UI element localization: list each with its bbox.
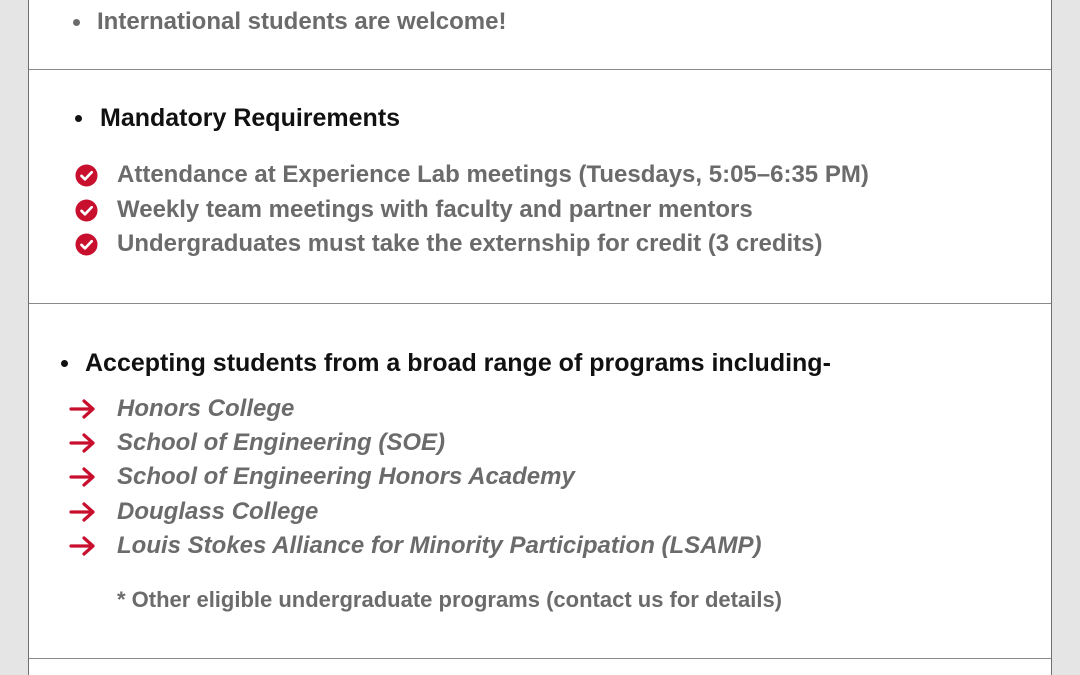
requirement-text: Undergraduates must take the externship for credit (3 credits) — [117, 230, 823, 257]
requirement-item — [75, 230, 823, 258]
other-programs-note: * Other eligible undergraduate programs (contact us for details) — [117, 587, 783, 612]
check-circle-icon — [75, 199, 98, 222]
check-circle-icon — [75, 233, 98, 256]
program-item — [69, 463, 575, 491]
bullet-dot — [61, 360, 68, 367]
bullet-dot — [73, 19, 80, 26]
arrow-right-icon — [69, 501, 97, 523]
arrow-right-icon — [69, 432, 97, 454]
section-divider — [29, 69, 1051, 70]
requirement-item — [75, 196, 753, 224]
section-divider — [29, 658, 1051, 659]
arrow-right-icon — [69, 466, 97, 488]
content-panel — [28, 0, 1052, 675]
program-item — [69, 395, 294, 423]
program-item — [69, 498, 318, 526]
program-item — [69, 532, 762, 560]
arrow-right-icon — [69, 398, 97, 420]
program-text: Douglass College — [117, 498, 319, 525]
section-divider — [29, 303, 1051, 304]
international-students-text: International students are welcome! — [97, 8, 507, 35]
requirements-heading-text: Mandatory Requirements — [100, 104, 401, 132]
requirements-heading — [75, 104, 400, 133]
requirement-text: Weekly team meetings with faculty and partner mentors — [117, 196, 753, 223]
arrow-right-icon — [69, 535, 97, 557]
programs-heading — [61, 349, 831, 378]
program-text: Louis Stokes Alliance for Minority Participation (LSAMP) — [117, 532, 762, 559]
requirement-text: Attendance at Experience Lab meetings (Tuesdays, 5:05–6:35 PM) — [117, 161, 869, 188]
programs-heading-text: Accepting students from a broad range of programs including- — [85, 349, 831, 377]
program-item — [69, 429, 445, 457]
bullet-dot — [75, 115, 82, 122]
check-circle-icon — [75, 164, 98, 187]
requirement-item — [75, 161, 869, 189]
program-text: School of Engineering Honors Academy — [117, 463, 575, 490]
program-text: School of Engineering (SOE) — [117, 429, 446, 456]
bullet-item-international — [73, 8, 506, 36]
program-text: Honors College — [117, 395, 295, 422]
